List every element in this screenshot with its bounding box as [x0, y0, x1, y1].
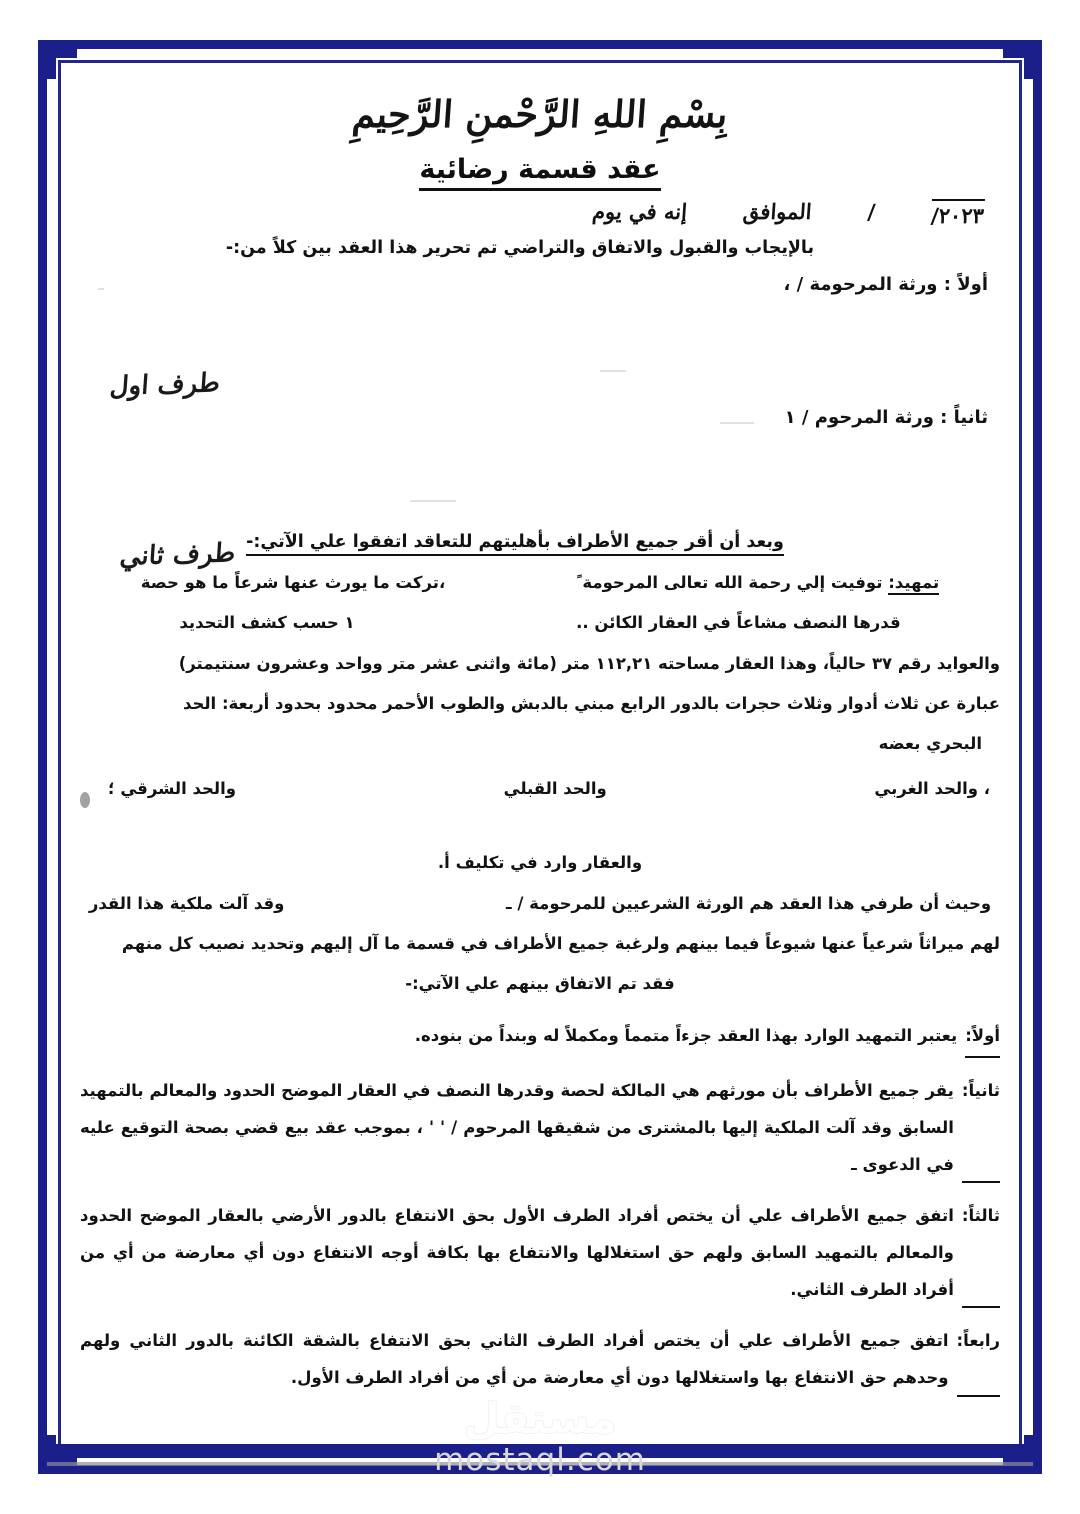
clause-number: ثالثاً: [962, 1197, 1000, 1308]
clause-number: رابعاً: [957, 1322, 1000, 1396]
preamble-line-2-tail: ١ حسب كشف التحديد [179, 613, 355, 633]
preamble-line-1-text: توفيت إلي رحمة الله تعالى المرحومة ً [576, 573, 883, 592]
preamble-line-1-tail: ،تركت ما يورث عنها شرعاً ما هو حصة [140, 573, 446, 592]
basmala-heading: بِسْمِ اللهِ الرَّحْمنِ الرَّحِيمِ [350, 92, 730, 136]
clause-text: يعتبر التمهيد الوارد بهذا العقد جزءاً متمماً ومكملاً له وبنداً من بنوده. [414, 1026, 958, 1046]
date-day-label: إنه في يوم [591, 199, 688, 224]
date-corresponding-label: الموافق [742, 199, 813, 224]
footer-band [47, 1444, 1033, 1458]
scan-speck [600, 370, 626, 372]
preamble-line-3: والعوايد رقم ٣٧ حالياً، وهذا العقار مساحته ١١٢,٢١ متر (مائة واثنى عشر متر وواحد وعشرون سنتيمتر) [178, 653, 1000, 673]
watermark-arabic-text: مستقل [463, 1394, 617, 1443]
preamble-line-8: لهم ميراثاً شرعياً عنها شيوعاً فيما بينهم ولرغبة جميع الأطراف في قسمة ما آل إليهم وتحديد نصيب كل منهم [121, 933, 1000, 953]
clause-item [80, 1197, 1000, 1308]
preamble-line-9: فقد تم الاتفاق بينهم علي الآتي:- [405, 974, 675, 994]
preamble-line-5: البحري بعضه [878, 734, 982, 754]
agreement-declaration-text: وبعد أن أقر جميع الأطراف بأهليتهم للتعاقد اتفقوا علي الآتي:- [246, 532, 784, 556]
page-title-text: عقد قسمة رضائية [419, 154, 660, 191]
frame-corner-top-right [1003, 49, 1033, 79]
document-content [80, 70, 1000, 1440]
property-boundaries [80, 779, 1000, 798]
clause-number: أولاً: [965, 1017, 1000, 1057]
preamble-line-4: عبارة عن ثلاث أدوار وثلاث حجرات بالدور الرابع مبني بالدبش والطوب الأحمر محدود بحدود أربعة: الحد [182, 693, 1000, 713]
clause-item [80, 1322, 1000, 1396]
contract-intro-line: بالإيجاب والقبول والاتفاق والتراضي تم تحرير هذا العقد بين كلاً من:- [225, 238, 815, 258]
scan-speck [80, 792, 90, 808]
watermark-latin-text: mostaql.com [434, 1442, 646, 1478]
boundary-south: والحد القبلي [503, 779, 607, 799]
scan-speck [410, 500, 456, 502]
party-second-heading: ثانياً : ورثة المرحوم / ١ [784, 407, 988, 428]
frame-corner-top-left [47, 49, 77, 79]
page-title [80, 154, 1000, 185]
clause-text: اتفق جميع الأطراف علي أن يختص أفراد الطرف الثاني بحق الانتفاع بالشقة الكائنة بالدور الثاني ولهم وحدهم حق الانتفاع بها واستغلالها دون أي معارضة من أي من أفراد الطرف الأول. [80, 1331, 949, 1388]
date-slash: / [866, 199, 877, 224]
preamble-section [80, 564, 1000, 1003]
preamble-line-1 [80, 564, 1000, 602]
party-first-heading: أولاً : ورثة المرحومة / ، [783, 274, 988, 295]
preamble-line-6: والعقار وارد في تكليف أ. [437, 853, 643, 873]
clauses-section [80, 1017, 1000, 1396]
preamble-line-7-a: وحيث أن طرفي هذا العقد هم الورثة الشرعيين للمرحومة / ـ [505, 893, 992, 913]
handwritten-note-second-party: طرف ثاني [118, 538, 237, 572]
preamble-line-7 [80, 885, 1000, 923]
clause-text: اتفق جميع الأطراف علي أن يختص أفراد الطرف الأول بحق الانتفاع بالدور الأرضي بالعقار الموضح الحدود والمعالم بالتمهيد السابق ولهم حق استغلالها والانتفاع بها بكافة أوجه الانتفاع دون أي معارضة من أي من أفراد الطرف الثاني. [80, 1205, 954, 1300]
boundary-west: ، والحد الغربي [874, 779, 990, 799]
boundary-east: والحد الشرقي ؛ [108, 779, 237, 799]
date-line [79, 199, 1001, 228]
clause-item [80, 1017, 1000, 1057]
footer-band-shadow [47, 1462, 1033, 1466]
date-year: ٢٠٢٣/ [930, 199, 985, 228]
preamble-label: تمهيد: [888, 573, 939, 595]
clause-text: يقر جميع الأطراف بأن مورثهم هي المالكة لحصة وقدرها النصف في العقار الموضح الحدود والمعالم بالتمهيد السابق وقد آلت الملكية إليها بالمشترى من شقيقها المرحوم / ' ' ، بموجب عقد بيع قضي بصحة التوقيع عليه في الدعوى ـ [80, 1080, 954, 1174]
clause-number: ثانياً: [962, 1072, 1000, 1183]
preamble-line-2 [80, 604, 1000, 642]
scan-speck [720, 422, 754, 424]
handwritten-note-first-party: طرف اول [108, 368, 221, 402]
scan-speck [98, 288, 104, 290]
clause-item [80, 1072, 1000, 1183]
preamble-line-7-b: وقد آلت ملكية هذا القدر [88, 893, 285, 913]
preamble-line-2-text: قدرها النصف مشاعاً في العقار الكائن .. [576, 613, 901, 633]
